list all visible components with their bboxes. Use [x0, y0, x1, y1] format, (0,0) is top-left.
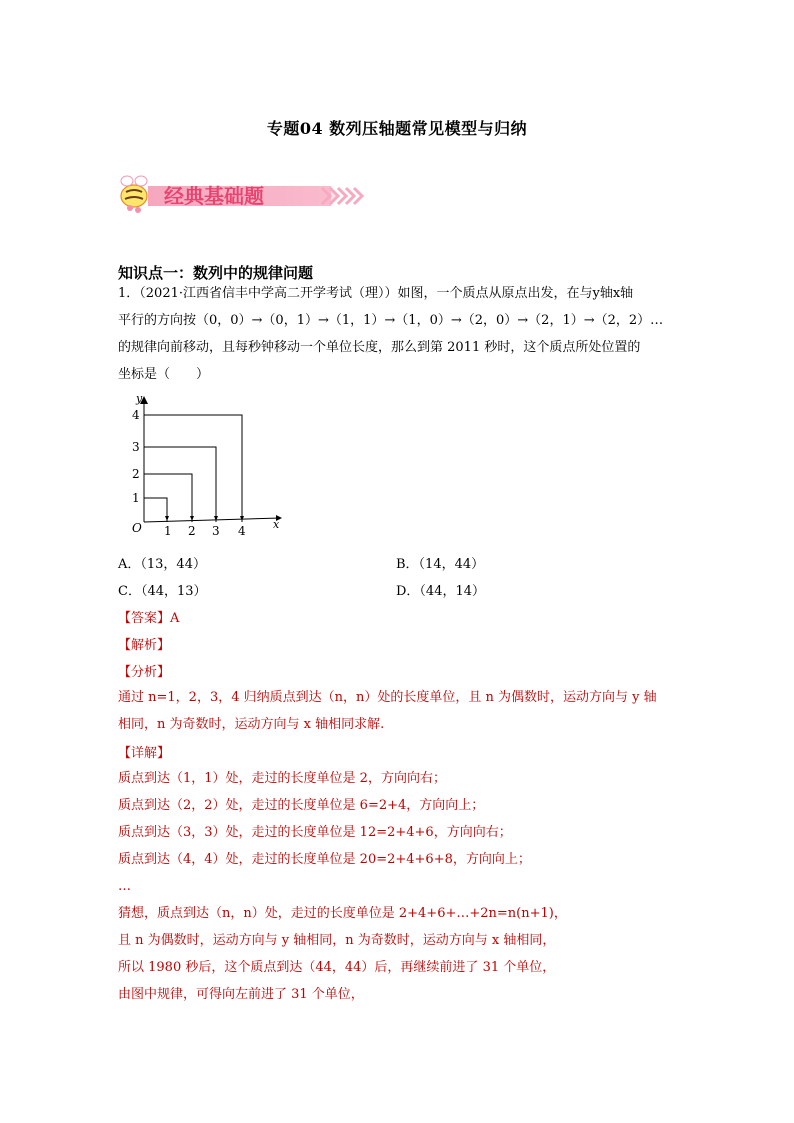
y-tick-1: 1	[132, 491, 140, 505]
y-tick-2: 2	[132, 467, 140, 481]
detail-label: 【详解】	[118, 746, 171, 761]
answer-line	[118, 607, 179, 626]
option-c: C．（44，13）	[118, 584, 207, 599]
origin-label: O	[132, 521, 142, 535]
detail-line-5: …	[118, 879, 131, 894]
option-d: D．（44，14）	[396, 584, 486, 599]
page-title: 专题04 数列压轴题常见模型与归纳	[266, 119, 528, 138]
fenxi-line-2: 相同，n 为奇数时，运动方向与 x 轴相同求解.	[118, 717, 385, 732]
question-line-4: 坐标是（ ）	[118, 367, 210, 382]
y-axis-label: y	[136, 394, 143, 405]
x-axis-label: x	[273, 518, 280, 531]
question-line-2: 平行的方向按（0，0）→（0，1）→（1，1）→（1，0）→（2，0）→（2，1）→（2，2）…	[118, 313, 664, 328]
question-line-1: 1．（2021·江西省信丰中学高二开学考试（理））如图，一个质点从原点出发，在与y轴x轴	[118, 286, 634, 301]
section-heading: 知识点一：数列中的规律问题	[118, 264, 314, 282]
answer-value: A	[170, 611, 180, 626]
x-tick-1: 1	[164, 524, 172, 538]
question-line-3: 的规律向前移动，且每秒钟移动一个单位长度，那么到第 2011 秒时，这个质点所处位置的	[118, 340, 641, 355]
section-banner	[116, 172, 376, 222]
analysis-label: 【解析】	[118, 638, 171, 653]
detail-line-4: 质点到达（4，4）处，走过的长度单位是 20=2+4+6+8，方向向上；	[118, 852, 531, 867]
detail-line-9: 由图中规律，可得向左前进了 31 个单位，	[118, 987, 364, 1002]
bee-icon	[121, 176, 147, 213]
fenxi-label: 【分析】	[118, 665, 171, 680]
detail-line-3: 质点到达（3，3）处，走过的长度单位是 12=2+4+6，方向向右；	[118, 825, 512, 840]
detail-line-2: 质点到达（2，2）处，走过的长度单位是 6=2+4，方向向上；	[118, 798, 485, 813]
x-tick-4: 4	[238, 524, 246, 538]
x-tick-2: 2	[188, 524, 196, 538]
path-figure	[116, 394, 284, 540]
y-tick-4: 4	[132, 408, 140, 422]
x-tick-3: 3	[212, 524, 220, 538]
detail-line-6: 猜想，质点到达（n，n）处，走过的长度单位是 2+4+6+…+2n=n(n+1)，	[118, 906, 567, 921]
detail-line-8: 所以 1980 秒后，这个质点到达（44，44）后，再继续前进了 31 个单位，	[118, 960, 556, 975]
detail-line-1: 质点到达（1，1）处，走过的长度单位是 2，方向向右；	[118, 771, 446, 786]
banner-text: 经典基础题	[164, 184, 264, 208]
fenxi-line-1: 通过 n=1，2，3，4 归纳质点到达（n，n）处的长度单位，且 n 为偶数时，运动方向与 y 轴	[118, 690, 657, 705]
option-a: A．（13，44）	[118, 557, 206, 572]
x-axis	[144, 518, 280, 522]
y-tick-3: 3	[132, 440, 140, 454]
detail-line-7: 且 n 为偶数时，运动方向与 y 轴相同，n 为奇数时，运动方向与 x 轴相同，	[118, 933, 556, 948]
answer-label: 【答案】	[118, 611, 171, 626]
option-b: B．（14，44）	[396, 557, 485, 572]
